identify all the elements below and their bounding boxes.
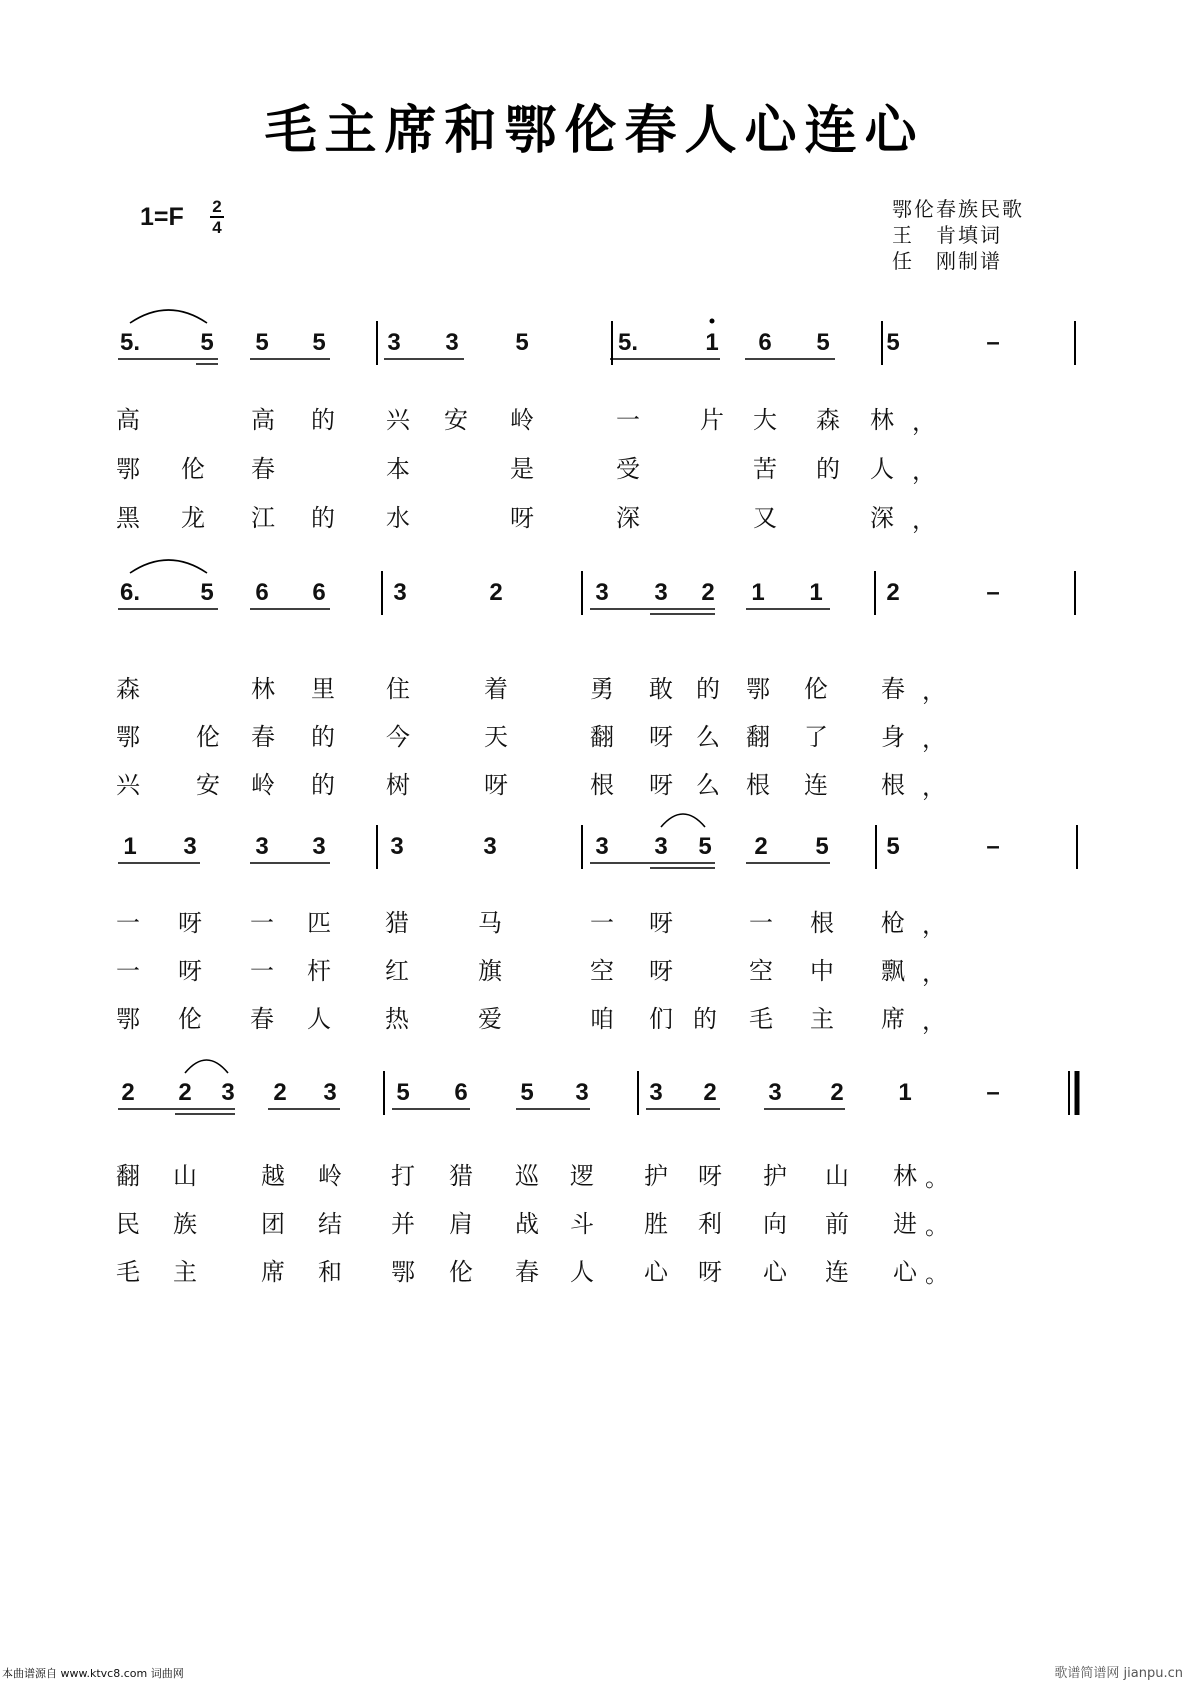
footer-watermark: 歌谱简谱网 jianpu.cn bbox=[1054, 1666, 1183, 1681]
lyric-char: 鄂 bbox=[391, 1258, 415, 1286]
note: 5 bbox=[815, 833, 829, 860]
note: 5. bbox=[617, 329, 639, 356]
lyric-char: 并 bbox=[391, 1210, 415, 1238]
note: 1 bbox=[751, 579, 765, 606]
lyric-char: 连 bbox=[804, 771, 828, 799]
song-title: 毛主席和鄂伦春人心连心 bbox=[264, 100, 925, 161]
lyric-char: 们 bbox=[649, 1005, 673, 1033]
lyric-char: 旗 bbox=[478, 957, 502, 985]
note: 1 bbox=[898, 1079, 912, 1106]
credit-origin: 鄂伦春族民歌 bbox=[892, 197, 1024, 221]
lyric-char: 受 bbox=[616, 455, 640, 483]
lyric-char: 人 bbox=[870, 455, 894, 483]
lyric-punctuation: ， bbox=[922, 1007, 946, 1035]
lyric-char: 鄂 bbox=[746, 675, 770, 703]
note: 3 bbox=[387, 329, 401, 356]
lyric-punctuation: ， bbox=[922, 911, 946, 939]
note: 5 bbox=[520, 1079, 534, 1106]
lyric-char: 是 bbox=[510, 455, 534, 483]
lyric-char: 片 bbox=[700, 406, 724, 434]
lyric-char: 呀 bbox=[649, 909, 673, 937]
note: 3 bbox=[595, 579, 609, 606]
lyric-char: 今 bbox=[386, 723, 410, 751]
note: 5 bbox=[886, 833, 900, 860]
note: 3 bbox=[390, 833, 404, 860]
lyric-char: 春 bbox=[251, 723, 275, 751]
time-signature-top: 2 bbox=[212, 197, 222, 216]
lyric-char: 的 bbox=[311, 504, 335, 532]
lyric-char: 深 bbox=[870, 504, 894, 532]
lyric-char: 心 bbox=[644, 1258, 668, 1286]
note: 1 bbox=[809, 579, 823, 606]
lyric-char: 大 bbox=[753, 406, 777, 434]
lyric-char: 天 bbox=[484, 723, 508, 751]
note: 5 bbox=[255, 329, 269, 356]
dash-extension: – bbox=[986, 833, 1000, 860]
slur-arc bbox=[130, 310, 207, 323]
lyric-char: 根 bbox=[810, 909, 834, 937]
lyric-char: 人 bbox=[570, 1258, 594, 1286]
note: 6 bbox=[758, 329, 772, 356]
lyric-char: 鄂 bbox=[116, 455, 140, 483]
dash-extension: – bbox=[986, 329, 1000, 356]
lyric-char: 里 bbox=[311, 675, 335, 703]
note: 2 bbox=[701, 579, 715, 606]
lyric-char: 翻 bbox=[746, 723, 770, 751]
lyric-punctuation: 。 bbox=[925, 1260, 949, 1288]
lyric-char: 森 bbox=[816, 406, 840, 434]
lyric-char: 的 bbox=[311, 771, 335, 799]
lyric-char: 中 bbox=[810, 957, 834, 985]
lyric-char: 红 bbox=[385, 957, 409, 985]
lyric-char: 的 bbox=[693, 1005, 717, 1033]
note: 5 bbox=[816, 329, 830, 356]
lyric-char: 安 bbox=[196, 771, 220, 799]
note: 1 bbox=[123, 833, 137, 860]
lyric-char: 根 bbox=[746, 771, 770, 799]
lyric-char: 呀 bbox=[649, 771, 673, 799]
note: 3 bbox=[393, 579, 407, 606]
note: 3 bbox=[312, 833, 326, 860]
note: 6. bbox=[119, 579, 141, 606]
dash-extension: – bbox=[986, 579, 1000, 606]
lyric-char: 么 bbox=[696, 723, 720, 751]
lyric-char: 呀 bbox=[178, 957, 202, 985]
footer-source: 本曲谱源自 www.ktvc8.com 词曲网 bbox=[2, 1667, 184, 1680]
lyric-char: 鄂 bbox=[116, 723, 140, 751]
lyric-char: 团 bbox=[261, 1210, 285, 1238]
note: 3 bbox=[445, 329, 459, 356]
lyric-char: 的 bbox=[311, 723, 335, 751]
lyric-char: 根 bbox=[881, 771, 905, 799]
lyric-char: 猎 bbox=[449, 1162, 473, 1190]
lyric-char: 席 bbox=[881, 1005, 905, 1033]
lyric-char: 苦 bbox=[753, 455, 777, 483]
credit-lyricist: 王 肯填词 bbox=[892, 223, 1002, 247]
lyric-char: 呀 bbox=[649, 723, 673, 751]
lyric-char: 呀 bbox=[698, 1162, 722, 1190]
slur-arc bbox=[661, 814, 705, 827]
lyric-char: 和 bbox=[318, 1258, 342, 1286]
lyric-char: 匹 bbox=[307, 909, 331, 937]
note: 5 bbox=[200, 329, 214, 356]
lyric-char: 席 bbox=[261, 1258, 285, 1286]
note: 6 bbox=[255, 579, 269, 606]
lyric-char: 空 bbox=[749, 957, 773, 985]
lyric-char: 连 bbox=[825, 1258, 849, 1286]
lyric-char: 了 bbox=[804, 723, 828, 751]
lyric-char: 深 bbox=[616, 504, 640, 532]
lyric-char: 春 bbox=[881, 675, 905, 703]
note: 2 bbox=[886, 579, 900, 606]
lyric-char: 一 bbox=[116, 909, 140, 937]
lyric-char: 空 bbox=[590, 957, 614, 985]
lyric-char: 利 bbox=[698, 1210, 722, 1238]
lyric-punctuation: 。 bbox=[925, 1212, 949, 1240]
note: 3 bbox=[575, 1079, 589, 1106]
lyric-char: 龙 bbox=[181, 504, 205, 532]
lyric-char: 伦 bbox=[804, 675, 828, 703]
lyric-char: 伦 bbox=[181, 455, 205, 483]
lyric-char: 进 bbox=[893, 1210, 917, 1238]
lyric-char: 岭 bbox=[251, 771, 275, 799]
lyric-char: 毛 bbox=[749, 1005, 773, 1033]
lyric-char: 一 bbox=[749, 909, 773, 937]
lyric-punctuation: ， bbox=[922, 677, 946, 705]
note: 2 bbox=[273, 1079, 287, 1106]
lyric-char: 猎 bbox=[385, 909, 409, 937]
key-signature: 1=F bbox=[140, 203, 184, 231]
lyric-punctuation: ， bbox=[922, 773, 946, 801]
lyric-char: 的 bbox=[816, 455, 840, 483]
lyric-char: 一 bbox=[250, 957, 274, 985]
lyric-char: 翻 bbox=[116, 1162, 140, 1190]
note: 3 bbox=[483, 833, 497, 860]
lyric-char: 林 bbox=[251, 675, 275, 703]
lyric-char: 族 bbox=[173, 1210, 197, 1238]
lyric-punctuation: ， bbox=[922, 959, 946, 987]
lyric-punctuation: ， bbox=[912, 506, 936, 534]
note: 3 bbox=[323, 1079, 337, 1106]
lyric-char: 林 bbox=[870, 406, 894, 434]
lyric-char: 呀 bbox=[698, 1258, 722, 1286]
lyric-char: 高 bbox=[116, 406, 140, 434]
lyric-char: 呀 bbox=[649, 957, 673, 985]
lyric-char: 春 bbox=[251, 455, 275, 483]
slur-arc bbox=[130, 560, 207, 573]
lyric-char: 越 bbox=[261, 1162, 285, 1190]
note: 6 bbox=[312, 579, 326, 606]
note: 3 bbox=[183, 833, 197, 860]
lyric-punctuation: 。 bbox=[925, 1164, 949, 1192]
lyric-char: 么 bbox=[696, 771, 720, 799]
lyric-char: 呀 bbox=[484, 771, 508, 799]
lyric-char: 人 bbox=[307, 1005, 331, 1033]
lyric-char: 马 bbox=[478, 909, 502, 937]
lyric-char: 一 bbox=[250, 909, 274, 937]
lyric-char: 热 bbox=[385, 1005, 409, 1033]
note: 5 bbox=[396, 1079, 410, 1106]
note: 3 bbox=[649, 1079, 663, 1106]
lyric-char: 的 bbox=[311, 406, 335, 434]
lyric-char: 勇 bbox=[590, 675, 614, 703]
lyric-char: 逻 bbox=[570, 1162, 594, 1190]
note: 5 bbox=[698, 833, 712, 860]
note: 5 bbox=[200, 579, 214, 606]
note: 2 bbox=[489, 579, 503, 606]
lyric-char: 敢 bbox=[649, 675, 673, 703]
lyric-char: 江 bbox=[251, 504, 275, 532]
credit-arranger: 任 刚制谱 bbox=[892, 249, 1002, 273]
note: 1 bbox=[705, 329, 719, 356]
lyric-char: 护 bbox=[763, 1162, 787, 1190]
lyric-char: 伦 bbox=[196, 723, 220, 751]
lyric-punctuation: ， bbox=[922, 725, 946, 753]
note: 2 bbox=[830, 1079, 844, 1106]
lyric-char: 前 bbox=[825, 1210, 849, 1238]
lyric-char: 兴 bbox=[116, 771, 140, 799]
lyric-punctuation: ， bbox=[912, 457, 936, 485]
note: 5 bbox=[312, 329, 326, 356]
note: 6 bbox=[454, 1079, 468, 1106]
note: 3 bbox=[654, 833, 668, 860]
lyric-char: 的 bbox=[696, 675, 720, 703]
lyric-char: 主 bbox=[810, 1005, 834, 1033]
lyric-char: 战 bbox=[515, 1210, 539, 1238]
lyric-char: 岭 bbox=[318, 1162, 342, 1190]
lyric-char: 向 bbox=[763, 1210, 787, 1238]
lyric-char: 一 bbox=[116, 957, 140, 985]
lyric-char: 结 bbox=[318, 1210, 342, 1238]
lyric-char: 一 bbox=[590, 909, 614, 937]
note: 2 bbox=[178, 1079, 192, 1106]
dash-extension: – bbox=[986, 1079, 1000, 1106]
note: 3 bbox=[221, 1079, 235, 1106]
octave-dot-above bbox=[710, 319, 715, 324]
lyric-char: 住 bbox=[386, 675, 410, 703]
note: 5 bbox=[515, 329, 529, 356]
lyric-char: 心 bbox=[763, 1258, 787, 1286]
note: 3 bbox=[654, 579, 668, 606]
lyric-char: 着 bbox=[484, 675, 508, 703]
lyric-char: 森 bbox=[116, 675, 140, 703]
lyric-char: 巡 bbox=[515, 1162, 539, 1190]
lyric-char: 肩 bbox=[449, 1210, 473, 1238]
lyric-char: 胜 bbox=[644, 1210, 668, 1238]
lyric-char: 又 bbox=[753, 504, 777, 532]
lyric-char: 身 bbox=[881, 723, 905, 751]
note: 3 bbox=[595, 833, 609, 860]
time-signature-bottom: 4 bbox=[212, 218, 222, 237]
lyric-char: 树 bbox=[386, 771, 410, 799]
lyric-char: 山 bbox=[173, 1162, 197, 1190]
lyric-char: 根 bbox=[590, 771, 614, 799]
note: 5. bbox=[119, 329, 141, 356]
lyric-char: 伦 bbox=[449, 1258, 473, 1286]
lyric-char: 民 bbox=[116, 1210, 140, 1238]
lyric-char: 主 bbox=[173, 1258, 197, 1286]
lyric-char: 护 bbox=[644, 1162, 668, 1190]
lyric-char: 兴 bbox=[386, 406, 410, 434]
lyric-char: 枪 bbox=[881, 909, 905, 937]
note: 2 bbox=[754, 833, 768, 860]
lyric-char: 心 bbox=[893, 1258, 917, 1286]
slur-arc bbox=[185, 1060, 228, 1073]
lyric-char: 一 bbox=[616, 406, 640, 434]
lyric-char: 水 bbox=[386, 504, 410, 532]
lyric-char: 呀 bbox=[510, 504, 534, 532]
lyric-char: 岭 bbox=[510, 406, 534, 434]
lyric-char: 翻 bbox=[590, 723, 614, 751]
lyric-char: 林 bbox=[893, 1162, 917, 1190]
note: 2 bbox=[121, 1079, 135, 1106]
lyric-char: 咱 bbox=[590, 1005, 614, 1033]
lyric-char: 伦 bbox=[178, 1005, 202, 1033]
lyric-char: 飘 bbox=[881, 957, 905, 985]
lyric-char: 鄂 bbox=[116, 1005, 140, 1033]
note: 3 bbox=[768, 1079, 782, 1106]
lyric-char: 杆 bbox=[307, 957, 331, 985]
note: 5 bbox=[886, 329, 900, 356]
lyric-char: 斗 bbox=[570, 1210, 594, 1238]
lyric-char: 安 bbox=[444, 406, 468, 434]
lyric-punctuation: ， bbox=[912, 408, 936, 436]
lyric-char: 春 bbox=[250, 1005, 274, 1033]
lyric-char: 黑 bbox=[116, 504, 140, 532]
lyric-char: 打 bbox=[391, 1162, 415, 1190]
lyric-char: 本 bbox=[386, 455, 410, 483]
lyric-char: 呀 bbox=[178, 909, 202, 937]
lyric-char: 爱 bbox=[478, 1005, 502, 1033]
note: 3 bbox=[255, 833, 269, 860]
lyric-char: 春 bbox=[515, 1258, 539, 1286]
lyric-char: 毛 bbox=[116, 1258, 140, 1286]
note: 2 bbox=[703, 1079, 717, 1106]
lyric-char: 高 bbox=[251, 406, 275, 434]
lyric-char: 山 bbox=[825, 1162, 849, 1190]
